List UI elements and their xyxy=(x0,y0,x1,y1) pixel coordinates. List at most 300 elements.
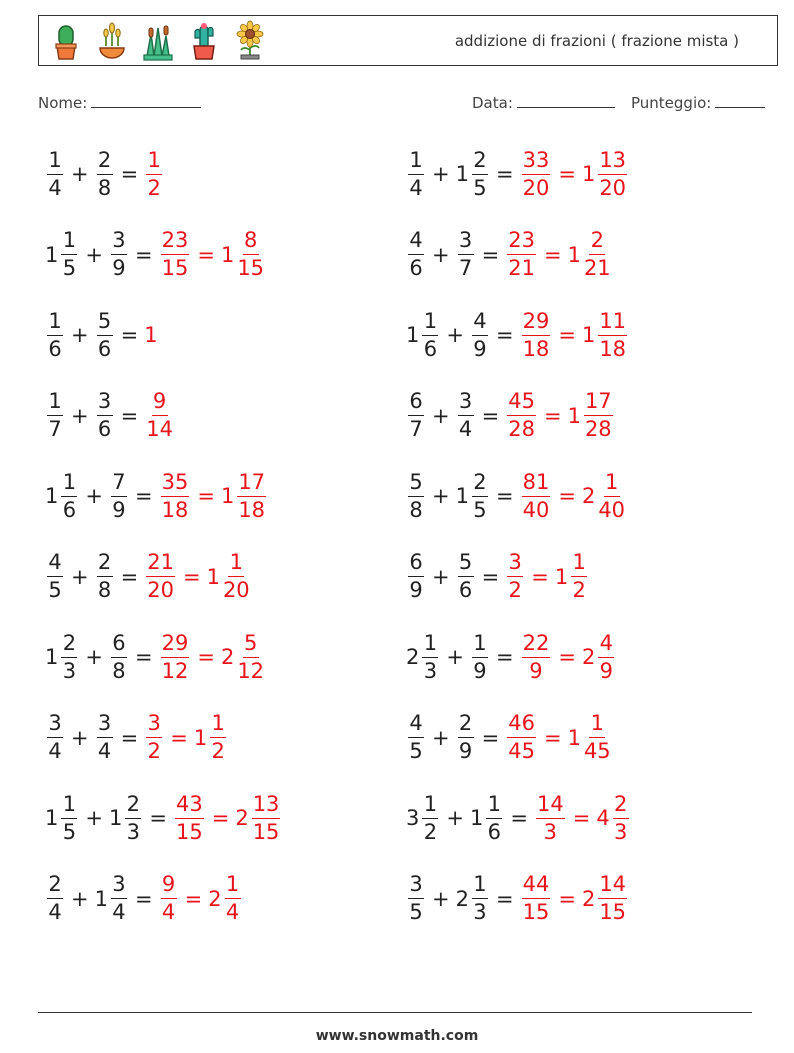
numerator: 9 xyxy=(152,391,168,416)
numerator: 5 xyxy=(243,633,259,658)
denominator: 40 xyxy=(598,497,626,522)
mixed-fraction xyxy=(584,713,611,762)
mixed-fraction xyxy=(584,230,611,279)
term-fraction xyxy=(486,791,502,844)
mixed-fraction xyxy=(237,230,264,279)
name-field xyxy=(38,93,201,112)
denominator: 6 xyxy=(458,578,473,602)
denominator: 5 xyxy=(409,739,423,763)
answer-fraction xyxy=(522,874,551,923)
mixed-fraction xyxy=(598,469,626,522)
numerator: 1 xyxy=(210,713,226,738)
numerator: 1 xyxy=(61,472,77,497)
numerator: 5 xyxy=(458,552,474,577)
numerator: 1 xyxy=(146,150,162,175)
plus-sign: + xyxy=(71,403,89,428)
plus-sign: + xyxy=(446,645,464,669)
mixed-whole: 1 xyxy=(581,162,596,186)
answer-fraction xyxy=(522,630,551,683)
whole-part: 1 xyxy=(45,242,59,267)
mixed-whole: 1 xyxy=(567,403,581,428)
equals-sign: = xyxy=(134,242,153,267)
term-fraction xyxy=(111,230,127,279)
denominator: 9 xyxy=(112,256,126,280)
numerator: 14 xyxy=(536,794,565,819)
plus-sign: + xyxy=(85,242,103,267)
plus-sign: + xyxy=(432,484,450,508)
problem-4 xyxy=(45,386,175,446)
numerator: 1 xyxy=(47,150,63,175)
denominator: 20 xyxy=(147,578,174,602)
term-fraction xyxy=(97,308,113,361)
denominator: 45 xyxy=(508,739,535,763)
plus-sign: + xyxy=(432,886,450,911)
mixed-fraction xyxy=(613,791,629,844)
whole-part: 1 xyxy=(45,484,59,508)
numerator: 4 xyxy=(408,230,424,255)
mixed-fraction xyxy=(225,874,241,923)
plus-sign: + xyxy=(71,162,89,186)
footer-divider xyxy=(38,1012,752,1013)
numerator: 3 xyxy=(408,874,424,899)
equals-sign: = xyxy=(558,886,576,911)
whole-part: 1 xyxy=(455,484,469,508)
mixed-fraction xyxy=(223,552,250,601)
numerator: 1 xyxy=(61,794,77,819)
term-fraction xyxy=(408,230,424,279)
equals-sign: = xyxy=(558,645,576,669)
numerator: 1 xyxy=(486,794,502,819)
whole-part: 1 xyxy=(108,806,123,830)
problem-14 xyxy=(406,386,615,446)
numerator: 43 xyxy=(175,794,204,819)
answer-fraction xyxy=(507,552,523,601)
numerator: 2 xyxy=(472,150,488,175)
numerator: 3 xyxy=(507,552,523,577)
answer-fraction xyxy=(536,791,565,844)
problem-1 xyxy=(45,144,164,204)
denominator: 4 xyxy=(48,739,62,763)
plant-icons xyxy=(47,20,269,62)
whole-part: 2 xyxy=(455,886,469,911)
problem-13 xyxy=(406,305,629,365)
problem-7 xyxy=(45,627,266,687)
equals-sign: = xyxy=(543,725,562,750)
problem-15 xyxy=(406,466,627,526)
numerator: 17 xyxy=(237,472,266,497)
denominator: 4 xyxy=(161,900,176,924)
equals-sign: = xyxy=(120,564,139,589)
equals-sign: = xyxy=(120,323,139,347)
mixed-whole: 1 xyxy=(554,564,569,589)
equals-sign: = xyxy=(510,806,528,830)
answer xyxy=(159,874,243,923)
denominator: 15 xyxy=(599,900,627,924)
denominator: 18 xyxy=(238,497,266,522)
numerator: 1 xyxy=(228,552,244,577)
term-fraction xyxy=(472,469,488,522)
whole-part: 1 xyxy=(94,886,108,911)
plus-sign: + xyxy=(71,886,89,911)
denominator: 4 xyxy=(112,900,126,924)
denominator: 21 xyxy=(583,256,611,280)
term-fraction xyxy=(97,713,113,762)
mixed-fraction xyxy=(598,874,627,923)
term-fraction xyxy=(458,552,474,601)
numerator: 1 xyxy=(47,311,63,336)
problem-11 xyxy=(406,144,629,204)
answer xyxy=(505,230,612,279)
denominator: 40 xyxy=(522,497,550,522)
term-fraction xyxy=(458,391,474,440)
answer-whole: 1 xyxy=(144,323,158,347)
mixed-whole: 4 xyxy=(596,806,610,830)
equals-sign: = xyxy=(481,564,500,589)
denominator: 15 xyxy=(175,819,203,844)
equals-sign: = xyxy=(495,323,514,347)
plus-sign: + xyxy=(71,323,89,347)
mixed-fraction xyxy=(598,147,627,200)
numerator: 44 xyxy=(522,874,551,899)
score-blank[interactable] xyxy=(715,93,765,108)
denominator: 4 xyxy=(225,900,240,924)
numerator: 1 xyxy=(61,230,77,255)
numerator: 1 xyxy=(422,633,438,658)
answer xyxy=(159,469,268,522)
numerator: 81 xyxy=(522,472,551,497)
term-fraction xyxy=(111,469,127,522)
answer-fraction xyxy=(175,791,204,844)
denominator: 2 xyxy=(211,739,225,763)
numerator: 22 xyxy=(522,633,551,658)
denominator: 15 xyxy=(237,256,265,280)
denominator: 6 xyxy=(487,819,502,844)
numerator: 4 xyxy=(47,552,63,577)
term-fraction xyxy=(472,874,488,923)
equals-sign: = xyxy=(543,242,562,267)
denominator: 14 xyxy=(146,417,173,441)
term-fraction xyxy=(47,147,63,200)
answer xyxy=(520,874,629,923)
equals-sign: = xyxy=(120,725,139,750)
term-fraction xyxy=(61,469,77,522)
problem-2 xyxy=(45,225,266,285)
equals-sign: = xyxy=(149,806,167,830)
denominator: 5 xyxy=(62,256,77,280)
numerator: 6 xyxy=(408,552,424,577)
denominator: 3 xyxy=(62,658,77,683)
denominator: 5 xyxy=(409,900,423,924)
denominator: 3 xyxy=(423,658,438,683)
numerator: 1 xyxy=(225,874,241,899)
denominator: 20 xyxy=(222,578,250,602)
denominator: 15 xyxy=(522,900,550,924)
numerator: 1 xyxy=(422,794,438,819)
denominator: 6 xyxy=(423,336,438,361)
term-fraction xyxy=(408,552,424,601)
term-fraction xyxy=(111,630,127,683)
term-fraction xyxy=(111,874,127,923)
answer-fraction xyxy=(161,230,190,279)
answer xyxy=(520,147,629,200)
mixed-fraction xyxy=(210,713,226,762)
problem-17 xyxy=(406,627,616,687)
numerator: 1 xyxy=(422,311,438,336)
answer-fraction xyxy=(522,469,551,522)
name-blank[interactable] xyxy=(91,93,201,108)
equals-sign: = xyxy=(572,806,591,830)
plus-sign: + xyxy=(432,242,450,267)
numerator: 35 xyxy=(161,472,190,497)
denominator: 5 xyxy=(62,819,77,844)
term-fraction xyxy=(408,391,424,440)
mixed-whole: 1 xyxy=(220,484,235,508)
numerator: 1 xyxy=(571,552,587,577)
numerator: 13 xyxy=(252,794,281,819)
term-fraction xyxy=(408,469,424,522)
term-fraction xyxy=(422,791,438,844)
mixed-whole: 2 xyxy=(220,645,235,669)
mixed-whole: 1 xyxy=(193,725,208,750)
denominator: 4 xyxy=(409,175,423,200)
numerator: 7 xyxy=(111,472,127,497)
numerator: 1 xyxy=(472,633,488,658)
numerator: 2 xyxy=(458,713,474,738)
equals-sign: = xyxy=(495,645,514,669)
numerator: 6 xyxy=(111,633,127,658)
numerator: 1 xyxy=(589,713,605,738)
denominator: 2 xyxy=(572,578,586,602)
mixed-whole: 2 xyxy=(581,886,596,911)
mixed-whole: 1 xyxy=(567,725,581,750)
problem-12 xyxy=(406,225,613,285)
answer-fraction xyxy=(146,147,162,200)
equals-sign: = xyxy=(182,564,201,589)
cactus-flower-pot-icon xyxy=(185,20,223,62)
answer-fraction xyxy=(146,713,162,762)
mixed-fraction xyxy=(237,469,266,522)
numerator: 3 xyxy=(111,230,127,255)
term-fraction xyxy=(97,147,113,200)
answer xyxy=(505,391,614,440)
numerator: 13 xyxy=(598,150,627,175)
denominator: 2 xyxy=(147,739,161,763)
term-fraction xyxy=(47,874,63,923)
numerator: 3 xyxy=(146,713,162,738)
answer-fraction xyxy=(161,874,177,923)
denominator: 21 xyxy=(508,256,535,280)
equals-sign: = xyxy=(481,242,500,267)
denominator: 3 xyxy=(126,819,141,844)
numerator: 29 xyxy=(522,311,551,336)
numerator: 33 xyxy=(522,150,551,175)
term-fraction xyxy=(61,230,77,279)
plus-sign: + xyxy=(71,564,89,589)
term-fraction xyxy=(458,713,474,762)
score-field xyxy=(631,93,765,112)
answer xyxy=(520,308,629,361)
denominator: 4 xyxy=(458,417,473,441)
numerator: 6 xyxy=(408,391,424,416)
mixed-fraction xyxy=(237,630,265,683)
numerator: 1 xyxy=(47,391,63,416)
plus-sign: + xyxy=(71,725,89,750)
denominator: 8 xyxy=(112,658,126,683)
denominator: 9 xyxy=(112,497,126,522)
denominator: 15 xyxy=(161,256,189,280)
equals-sign: = xyxy=(211,806,230,830)
answer-fraction xyxy=(507,391,536,440)
worksheet-title: addizione di frazioni ( frazione mista ) xyxy=(454,32,739,50)
denominator: 20 xyxy=(522,175,550,200)
denominator: 2 xyxy=(147,175,161,200)
equals-sign: = xyxy=(558,323,576,347)
mixed-whole: 2 xyxy=(208,886,222,911)
whole-part: 1 xyxy=(45,645,59,669)
denominator: 28 xyxy=(584,417,612,441)
equals-sign: = xyxy=(134,484,153,508)
numerator: 23 xyxy=(507,230,536,255)
numerator: 3 xyxy=(111,874,127,899)
equals-sign: = xyxy=(531,564,549,589)
denominator: 28 xyxy=(508,417,535,441)
denominator: 7 xyxy=(409,417,423,441)
equals-sign: = xyxy=(120,162,139,186)
numerator: 5 xyxy=(408,472,424,497)
numerator: 8 xyxy=(243,230,259,255)
numerator: 11 xyxy=(598,311,627,336)
equals-sign: = xyxy=(558,162,576,186)
equals-sign: = xyxy=(134,645,153,669)
term-fraction xyxy=(408,713,424,762)
denominator: 9 xyxy=(409,578,423,602)
numerator: 2 xyxy=(61,633,77,658)
denominator: 6 xyxy=(62,497,77,522)
problem-3 xyxy=(45,305,159,365)
equals-sign: = xyxy=(197,645,215,669)
denominator: 15 xyxy=(252,819,280,844)
plus-sign: + xyxy=(85,484,103,508)
equals-sign: = xyxy=(120,403,139,428)
cactus-pot-icon xyxy=(47,20,85,62)
mixed-whole: 2 xyxy=(581,645,596,669)
denominator: 3 xyxy=(543,819,558,844)
answer xyxy=(520,469,627,522)
term-fraction xyxy=(47,391,63,440)
date-blank[interactable] xyxy=(517,93,615,108)
denominator: 18 xyxy=(161,497,189,522)
plus-sign: + xyxy=(446,323,464,347)
mixed-whole: 2 xyxy=(235,806,249,830)
mixed-fraction xyxy=(598,630,614,683)
answer xyxy=(159,230,266,279)
numerator: 3 xyxy=(97,391,113,416)
denominator: 9 xyxy=(473,336,487,361)
mixed-whole: 1 xyxy=(567,242,581,267)
term-fraction xyxy=(47,713,63,762)
answer-fraction xyxy=(507,230,536,279)
numerator: 3 xyxy=(458,230,474,255)
denominator: 8 xyxy=(97,578,112,602)
term-fraction xyxy=(61,791,77,844)
grass-pot-icon xyxy=(139,20,177,62)
numerator: 5 xyxy=(97,311,113,336)
wheat-pot-icon xyxy=(93,20,131,62)
answer xyxy=(505,552,589,601)
numerator: 2 xyxy=(97,150,113,175)
term-fraction xyxy=(472,308,488,361)
answer xyxy=(520,630,617,683)
term-fraction xyxy=(125,791,141,844)
numerator: 4 xyxy=(408,713,424,738)
equals-sign: = xyxy=(543,403,562,428)
denominator: 12 xyxy=(237,658,265,683)
numerator: 2 xyxy=(97,552,113,577)
header-box xyxy=(38,15,778,66)
score-label: Punteggio: xyxy=(631,94,712,112)
numerator: 14 xyxy=(598,874,627,899)
problem-8 xyxy=(45,708,228,768)
mixed-fraction xyxy=(252,791,281,844)
mixed-fraction xyxy=(598,308,627,361)
denominator: 20 xyxy=(599,175,627,200)
denominator: 8 xyxy=(97,175,112,200)
denominator: 4 xyxy=(48,175,62,200)
denominator: 18 xyxy=(522,336,550,361)
sunflower-icon xyxy=(231,20,269,62)
numerator: 1 xyxy=(472,874,488,899)
numerator: 46 xyxy=(507,713,536,738)
denominator: 9 xyxy=(458,739,473,763)
term-fraction xyxy=(422,630,438,683)
term-fraction xyxy=(47,308,63,361)
problem-16 xyxy=(406,547,589,607)
denominator: 6 xyxy=(97,336,112,361)
answer xyxy=(144,552,251,601)
mixed-whole: 2 xyxy=(581,484,596,508)
mixed-fraction xyxy=(584,391,613,440)
numerator: 2 xyxy=(589,230,605,255)
denominator: 18 xyxy=(599,336,627,361)
denominator: 3 xyxy=(614,819,628,844)
plus-sign: + xyxy=(432,403,450,428)
equals-sign: = xyxy=(197,484,215,508)
plus-sign: + xyxy=(85,806,103,830)
equals-sign: = xyxy=(495,886,514,911)
denominator: 7 xyxy=(458,256,473,280)
answer xyxy=(505,713,612,762)
answer xyxy=(159,630,266,683)
plus-sign: + xyxy=(432,162,450,186)
answer-fraction xyxy=(522,308,551,361)
denominator: 9 xyxy=(529,658,543,683)
mixed-whole: 1 xyxy=(206,564,220,589)
numerator: 3 xyxy=(47,713,63,738)
equals-sign: = xyxy=(495,484,514,508)
answer xyxy=(144,713,228,762)
denominator: 5 xyxy=(473,175,487,200)
plus-sign: + xyxy=(446,806,464,830)
numerator: 2 xyxy=(472,472,488,497)
numerator: 1 xyxy=(408,150,424,175)
footer-url: www.snowmath.com xyxy=(315,1028,479,1044)
problem-9 xyxy=(45,788,282,848)
whole-part: 1 xyxy=(455,162,469,186)
whole-part: 1 xyxy=(45,806,59,830)
denominator: 45 xyxy=(583,739,611,763)
mixed-fraction xyxy=(571,552,587,601)
whole-part: 1 xyxy=(406,323,420,347)
